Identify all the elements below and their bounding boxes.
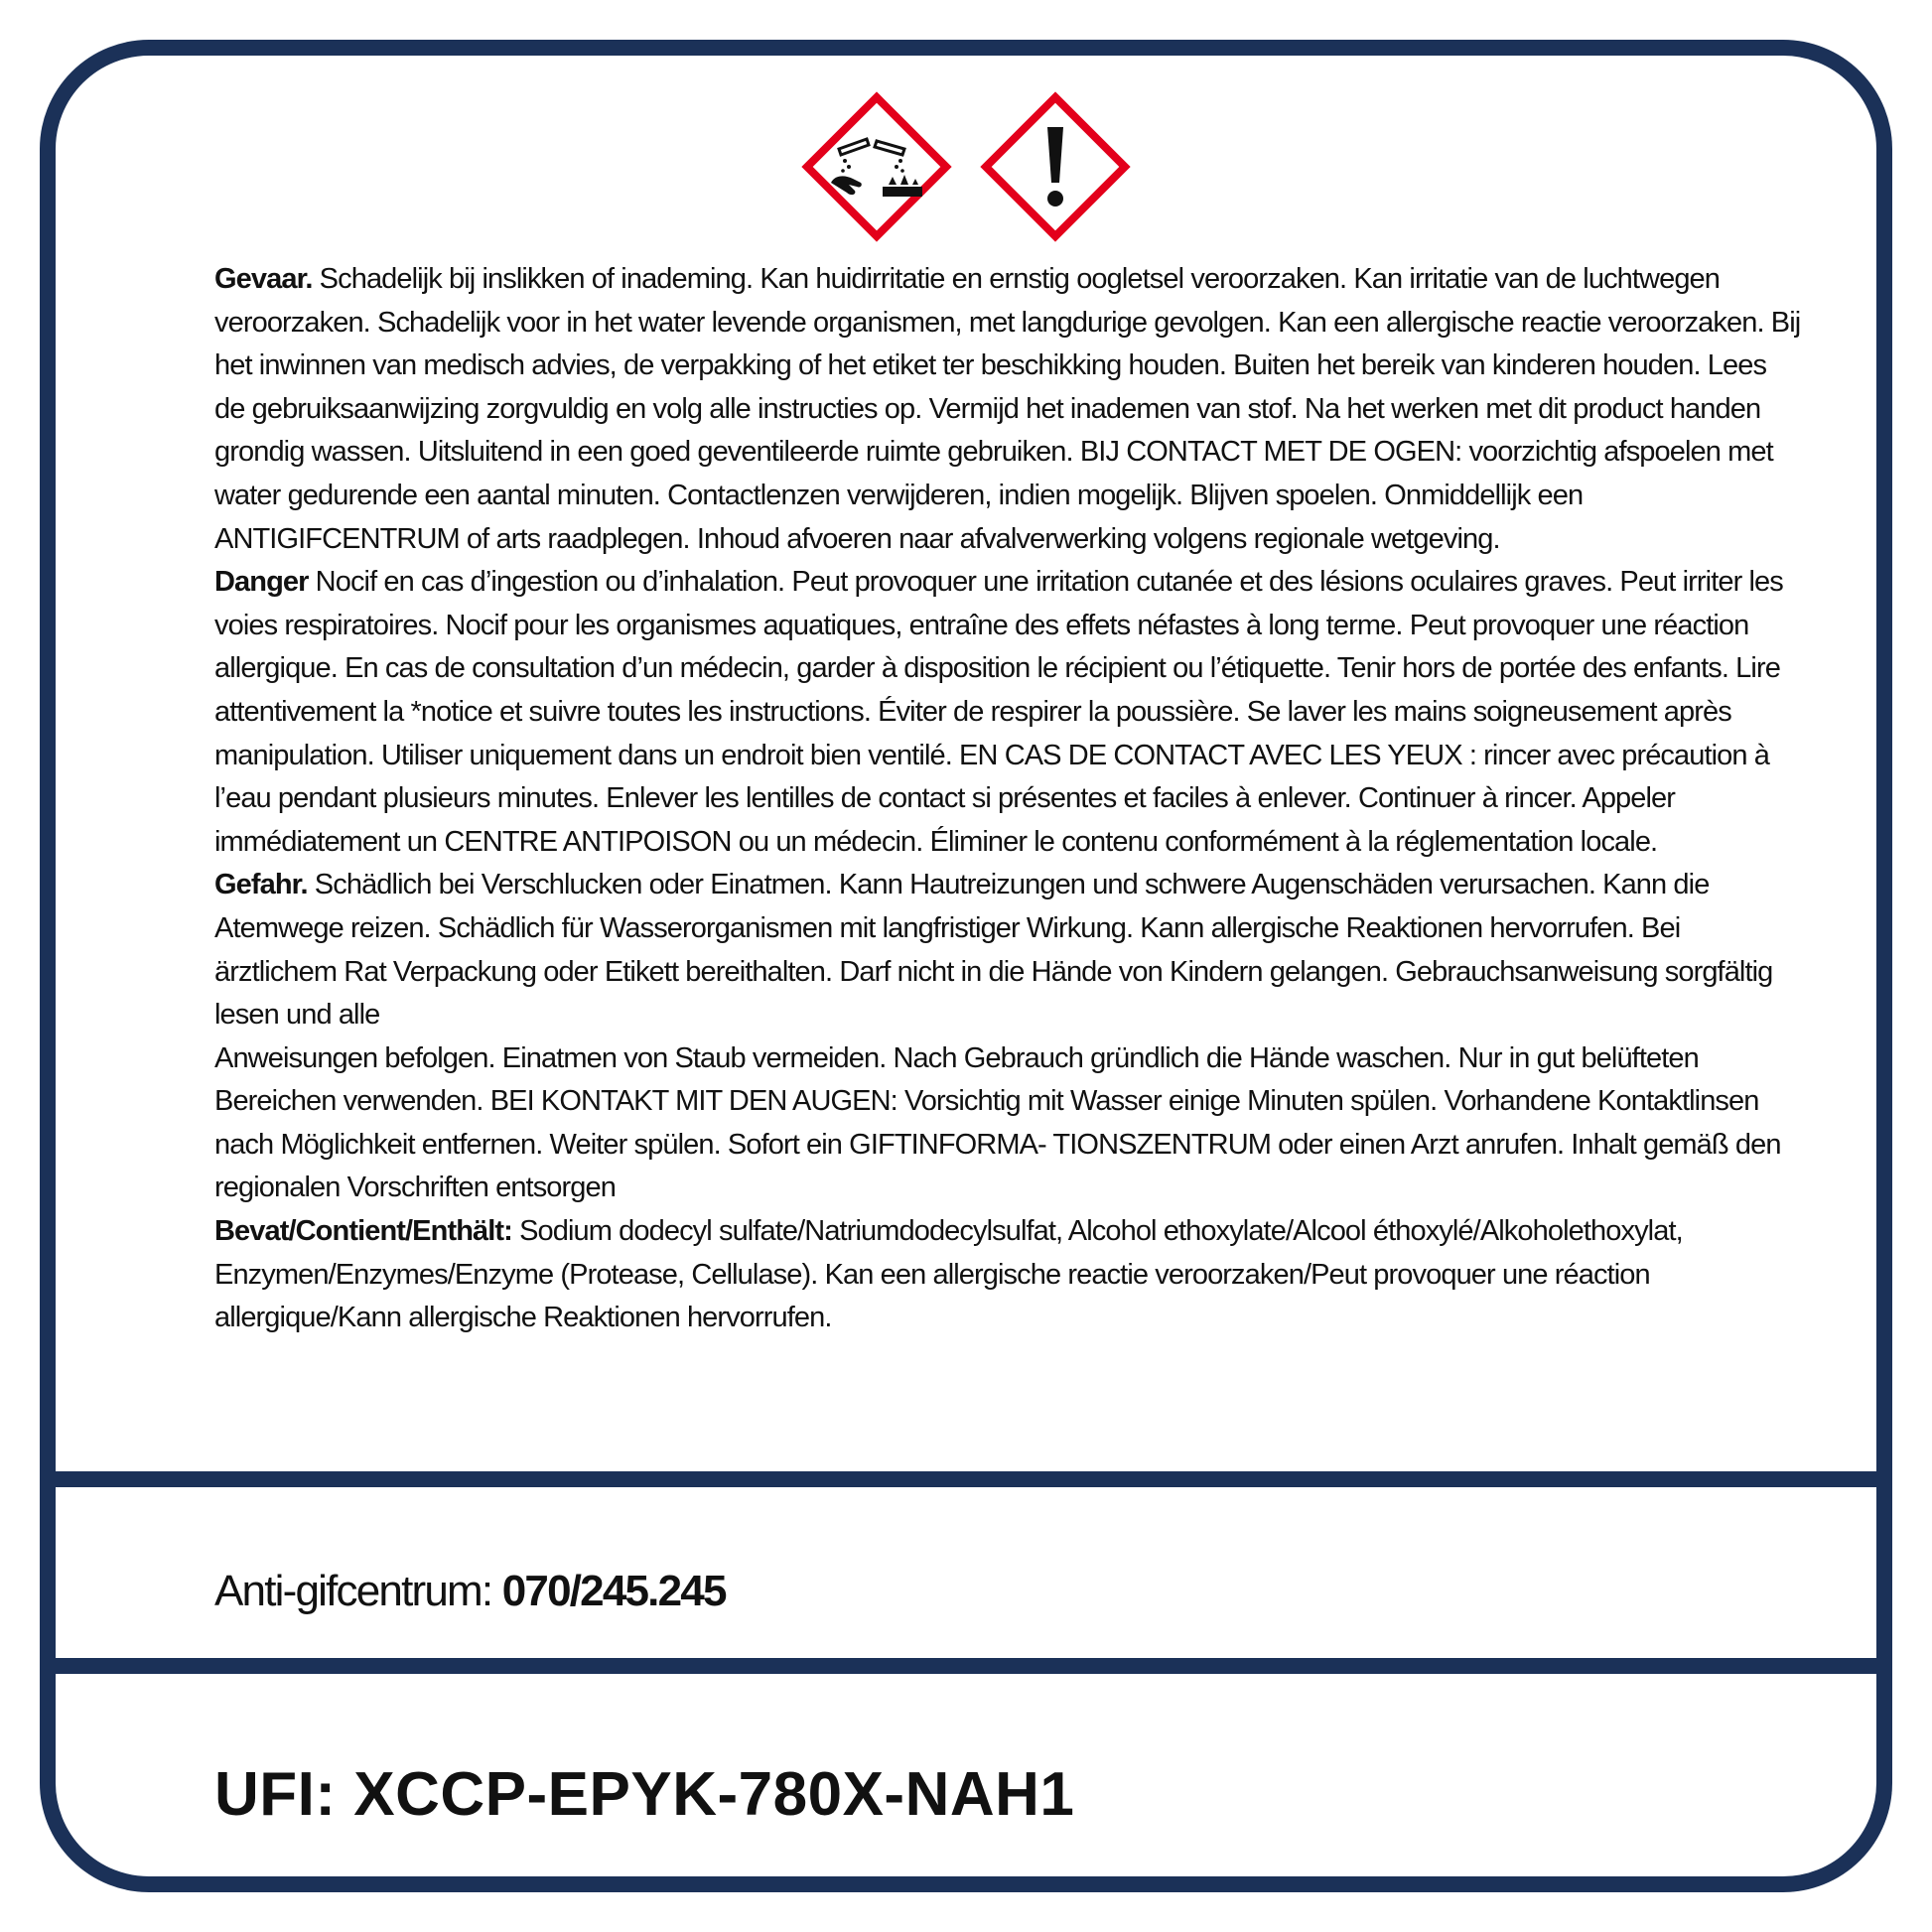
statement-de-continued: [214, 1037, 1803, 1210]
contains-text: Sodium dodecyl sulfate/Natriumdodecylsulfat, Alcohol ethoxylate/Alcool éthoxylé/Alkoholethoxylat, Enzymen/Enzymes/Enzyme (Protease, Cellulase). Kan een allergische reactie veroorzaken/Peut provoquer une réaction allergique/Kann allergische Reaktionen hervorrufen.: [214, 1215, 1683, 1334]
ufi-code: UFI: XCCP-EPYK-780X-NAH1: [214, 1760, 1075, 1829]
statement-de-text-2: Anweisungen befolgen. Einatmen von Staub vermeiden. Nach Gebrauch gründlich die Hände waschen. Nur in gut belüfteten Bereichen verwenden. BEI KONTAKT MIT DEN AUGEN: Vorsichtig mit Wasser einige Minuten spülen. Vorhandene Kontaktlinsen nach Möglichkeit entfernen. Weiter spülen. Sofort ein GIFTINFORMA- TIONSZENTRUM oder einen Arzt anrufen. Inhalt gemäß den regionalen Vorschriften entsorgen: [214, 1041, 1781, 1204]
statement-fr: [214, 561, 1803, 864]
statement-de: [214, 864, 1803, 1036]
label-frame: [40, 40, 1892, 1892]
ghs05-corrosive-icon: [801, 91, 952, 242]
poison-center-number: 070/245.245: [501, 1567, 726, 1615]
hazard-statements: [214, 258, 1803, 1340]
statement-nl-text: Schadelijk bij inslikken of inademing. Kan huidirritatie en ernstig oogletsel veroorzaken. Kan irritatie van de luchtwegen veroorzaken. Schadelijk voor in het water levende organismen, met langdurige gevolgen. Kan een allergische reactie veroorzaken. Bij het inwinnen van medisch advies, de verpakking of het etiket ter beschikking houden. Buiten het bereik van kinderen houden. Lees de gebruiksaanwijzing zorgvuldig en volg alle instructies op. Vermijd het inademen van stof. Na het werken met dit product handen grondig wassen. Uitsluitend in een goed geventileerde ruimte gebruiken. BIJ CONTACT MET DE OGEN: voorzichtig afspoelen met water gedurende een aantal minuten. Contactlenzen verwijderen, indien mogelijk. Blijven spoelen. Onmiddellijk een ANTIGIFCENTRUM of arts raadplegen. Inhoud afvoeren naar afvalverwerking volgens regionale wetgeving.: [214, 263, 1801, 555]
poison-center-label: Anti-gifcentrum:: [214, 1567, 502, 1615]
divider-bottom: [56, 1658, 1876, 1674]
statement-contains: [214, 1210, 1803, 1340]
statement-fr-text: Nocif en cas d’ingestion ou d’inhalation. Peut provoquer une irritation cutanée et des lésions oculaires graves. Peut irriter les voies respiratoires. Nocif pour les organismes aquatiques, entraîne des effets néfastes à long terme. Peut provoquer une réaction allergique. En cas de consultation d’un médecin, garder à disposition le récipient ou l’étiquette. Tenir hors de portée des enfants. Lire attentivement la *notice et suivre toutes les instructions. Éviter de respirer la poussière. Se laver les mains soigneusement après manipulation. Utiliser uniquement dans un endroit bien ventilé. EN CAS DE CONTACT AVEC LES YEUX : rincer avec précaution à l’eau pendant plusieurs minutes. Enlever les lentilles de contact si présentes et faciles à enlever. Continuer à rincer. Appeler immédiatement un CENTRE ANTIPOISON ou un médecin. Éliminer le contenu conformément à la réglementation locale.: [214, 566, 1783, 858]
statement-de-text-1: Schädlich bei Verschlucken oder Einatmen. Kann Hautreizungen und schwere Augenschäden verursachen. Kann die Atemwege reizen. Schädlich für Wasserorganismen mit langfristiger Wirkung. Kann allergische Reaktionen hervorrufen. Bei ärztlichem Rat Verpackung oder Etikett bereithalten. Darf nicht in die Hände von Kindern gelangen. Gebrauchsanweisung sorgfältig lesen und alle: [214, 869, 1773, 1032]
statement-nl: [214, 258, 1803, 561]
signal-word-de: Gefahr.: [214, 869, 308, 901]
poison-center-line: [214, 1567, 726, 1616]
divider-top: [56, 1471, 1876, 1487]
contains-label: Bevat/Contient/Enthält:: [214, 1215, 512, 1248]
signal-word-nl: Gevaar.: [214, 263, 313, 295]
ghs07-exclamation-icon: [980, 91, 1131, 242]
hazard-pictograms: [56, 91, 1876, 250]
signal-word-fr: Danger: [214, 566, 309, 599]
